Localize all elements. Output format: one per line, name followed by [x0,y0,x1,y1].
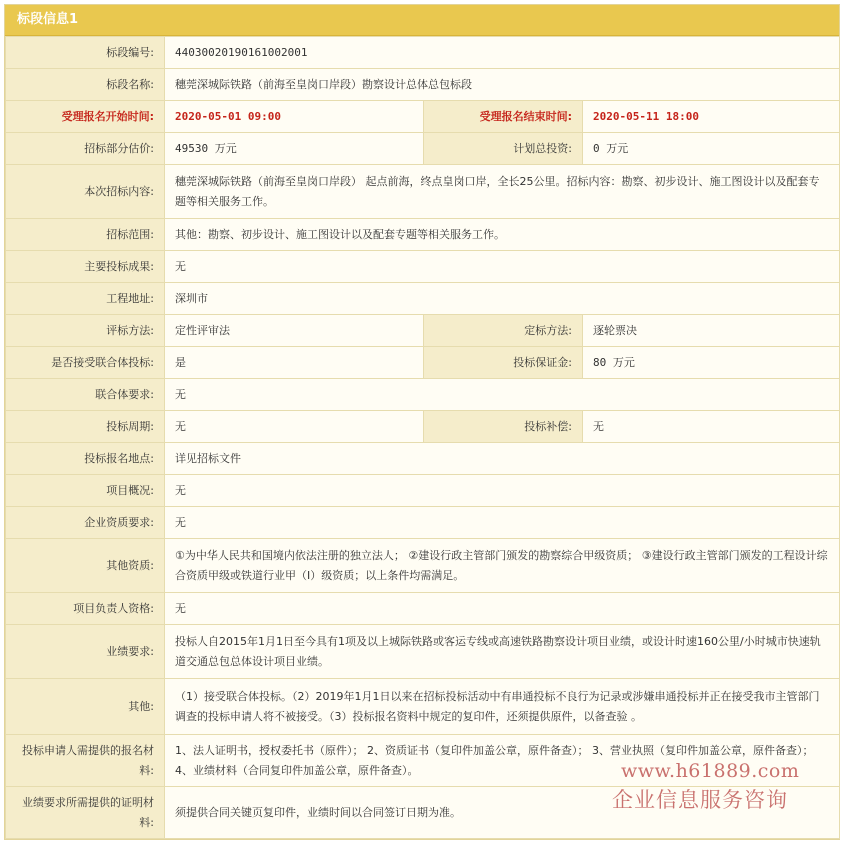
table-row [6,283,840,315]
field-label: 标段名称: [6,69,165,101]
reg-place-value: 详见招标文件 [165,443,840,475]
content-value: 穗莞深城际铁路（前海至皇岗口岸段） 起点前海，终点皇岗口岸，全长25公里。招标内容：勘察、初步设计、施工图设计以及配套专题等相关服务工作。 [165,165,840,219]
field-label: 主要投标成果: [6,251,165,283]
other-qual-value: ①为中华人民共和国境内依法注册的独立法人； ②建设行政主管部门颁发的勘察综合甲级资质； ③建设行政主管部门颁发的工程设计综合资质甲级或铁道行业甲（I）级资质；以上条件均需满足。 [165,539,840,593]
period-value: 无 [165,411,424,443]
table-row [6,787,840,839]
other-value: （1）接受联合体投标。（2）2019年1月1日以来在招标投标活动中有串通投标不良行为记录或涉嫌串通投标并正在接受我市主管部门调查的投标申请人将不被接受。（3）投标报名资料中规定的复印件，还须提供原件，以备查验 。 [165,679,840,735]
field-label: 招标范围: [6,219,165,251]
table-row [6,379,840,411]
table-row [6,475,840,507]
info-table [5,36,840,839]
table-row [6,443,840,475]
field-label: 其他: [6,679,165,735]
compensation-value: 无 [583,411,840,443]
pm-qual-value: 无 [165,593,840,625]
table-row [6,165,840,219]
table-row [6,37,840,69]
table-row [6,347,840,379]
section-panel [4,4,840,840]
performance-value: 投标人自2015年1月1日至今具有1项及以上城际铁路或客运专线或高速铁路勘察设计项目业绩，或设计时速160公里/小时城市快速轨道交通总包总体设计项目业绩。 [165,625,840,679]
field-label: 标段编号: [6,37,165,69]
field-label: 企业资质要求: [6,507,165,539]
reg-end-value: 2020-05-11 18:00 [583,101,840,133]
field-label: 项目负责人资格: [6,593,165,625]
field-label: 评标方法: [6,315,165,347]
table-row [6,411,840,443]
reg-start-label: 受理报名开始时间: [6,101,165,133]
field-label: 是否接受联合体投标: [6,347,165,379]
planned-invest-value: 0 万元 [583,133,840,165]
materials-value: 1、法人证明书，授权委托书（原件）； 2、资质证书（复印件加盖公章，原件备查）； 3、营业执照（复印件加盖公章，原件备查）； 4、业绩材料（合同复印件加盖公章，原件备查）。 [165,735,840,787]
table-row [6,679,840,735]
table-row [6,593,840,625]
eval-method-value: 定性评审法 [165,315,424,347]
site-value: 深圳市 [165,283,840,315]
field-label: 投标周期: [6,411,165,443]
table-row [6,133,840,165]
field-label: 招标部分估价: [6,133,165,165]
field-label: 项目概况: [6,475,165,507]
overview-value: 无 [165,475,840,507]
section-title: 标段信息1 [5,5,839,36]
section-number: 44030020190161002001 [165,37,840,69]
section-name: 穗莞深城际铁路（前海至皇岗口岸段）勘察设计总体总包标段 [165,69,840,101]
table-row [6,101,840,133]
table-row [6,507,840,539]
consortium-value: 是 [165,347,424,379]
watermark-text: 企业信息服务咨询 [612,788,788,812]
table-row [6,251,840,283]
reg-end-label: 受理报名结束时间: [424,101,583,133]
table-row [6,735,840,787]
perf-proof-value: 须提供合同关键页复印件，业绩时间以合同签订日期为准。 [165,787,840,839]
scope-value: 其他：勘察、初步设计、施工图设计以及配套专题等相关服务工作。 [165,219,840,251]
estimate-value: 49530 万元 [165,133,424,165]
table-row [6,315,840,347]
field-label: 工程地址: [6,283,165,315]
field-label: 联合体要求: [6,379,165,411]
watermark-url: www.h61889.com [621,760,800,782]
bond-value: 80 万元 [583,347,840,379]
field-label: 本次招标内容: [6,165,165,219]
table-row [6,219,840,251]
field-label: 业绩要求所需提供的证明材料: [6,787,165,839]
field-label: 其他资质: [6,539,165,593]
qualification-value: 无 [165,507,840,539]
table-row [6,539,840,593]
field-label: 计划总投资: [424,133,583,165]
field-label: 定标方法: [424,315,583,347]
award-method-value: 逐轮票决 [583,315,840,347]
main-result-value: 无 [165,251,840,283]
consortium-req-value: 无 [165,379,840,411]
table-row [6,69,840,101]
field-label: 投标报名地点: [6,443,165,475]
table-row [6,625,840,679]
field-label: 投标申请人需提供的报名材料: [6,735,165,787]
reg-start-value: 2020-05-01 09:00 [165,101,424,133]
field-label: 投标补偿: [424,411,583,443]
field-label: 业绩要求: [6,625,165,679]
field-label: 投标保证金: [424,347,583,379]
